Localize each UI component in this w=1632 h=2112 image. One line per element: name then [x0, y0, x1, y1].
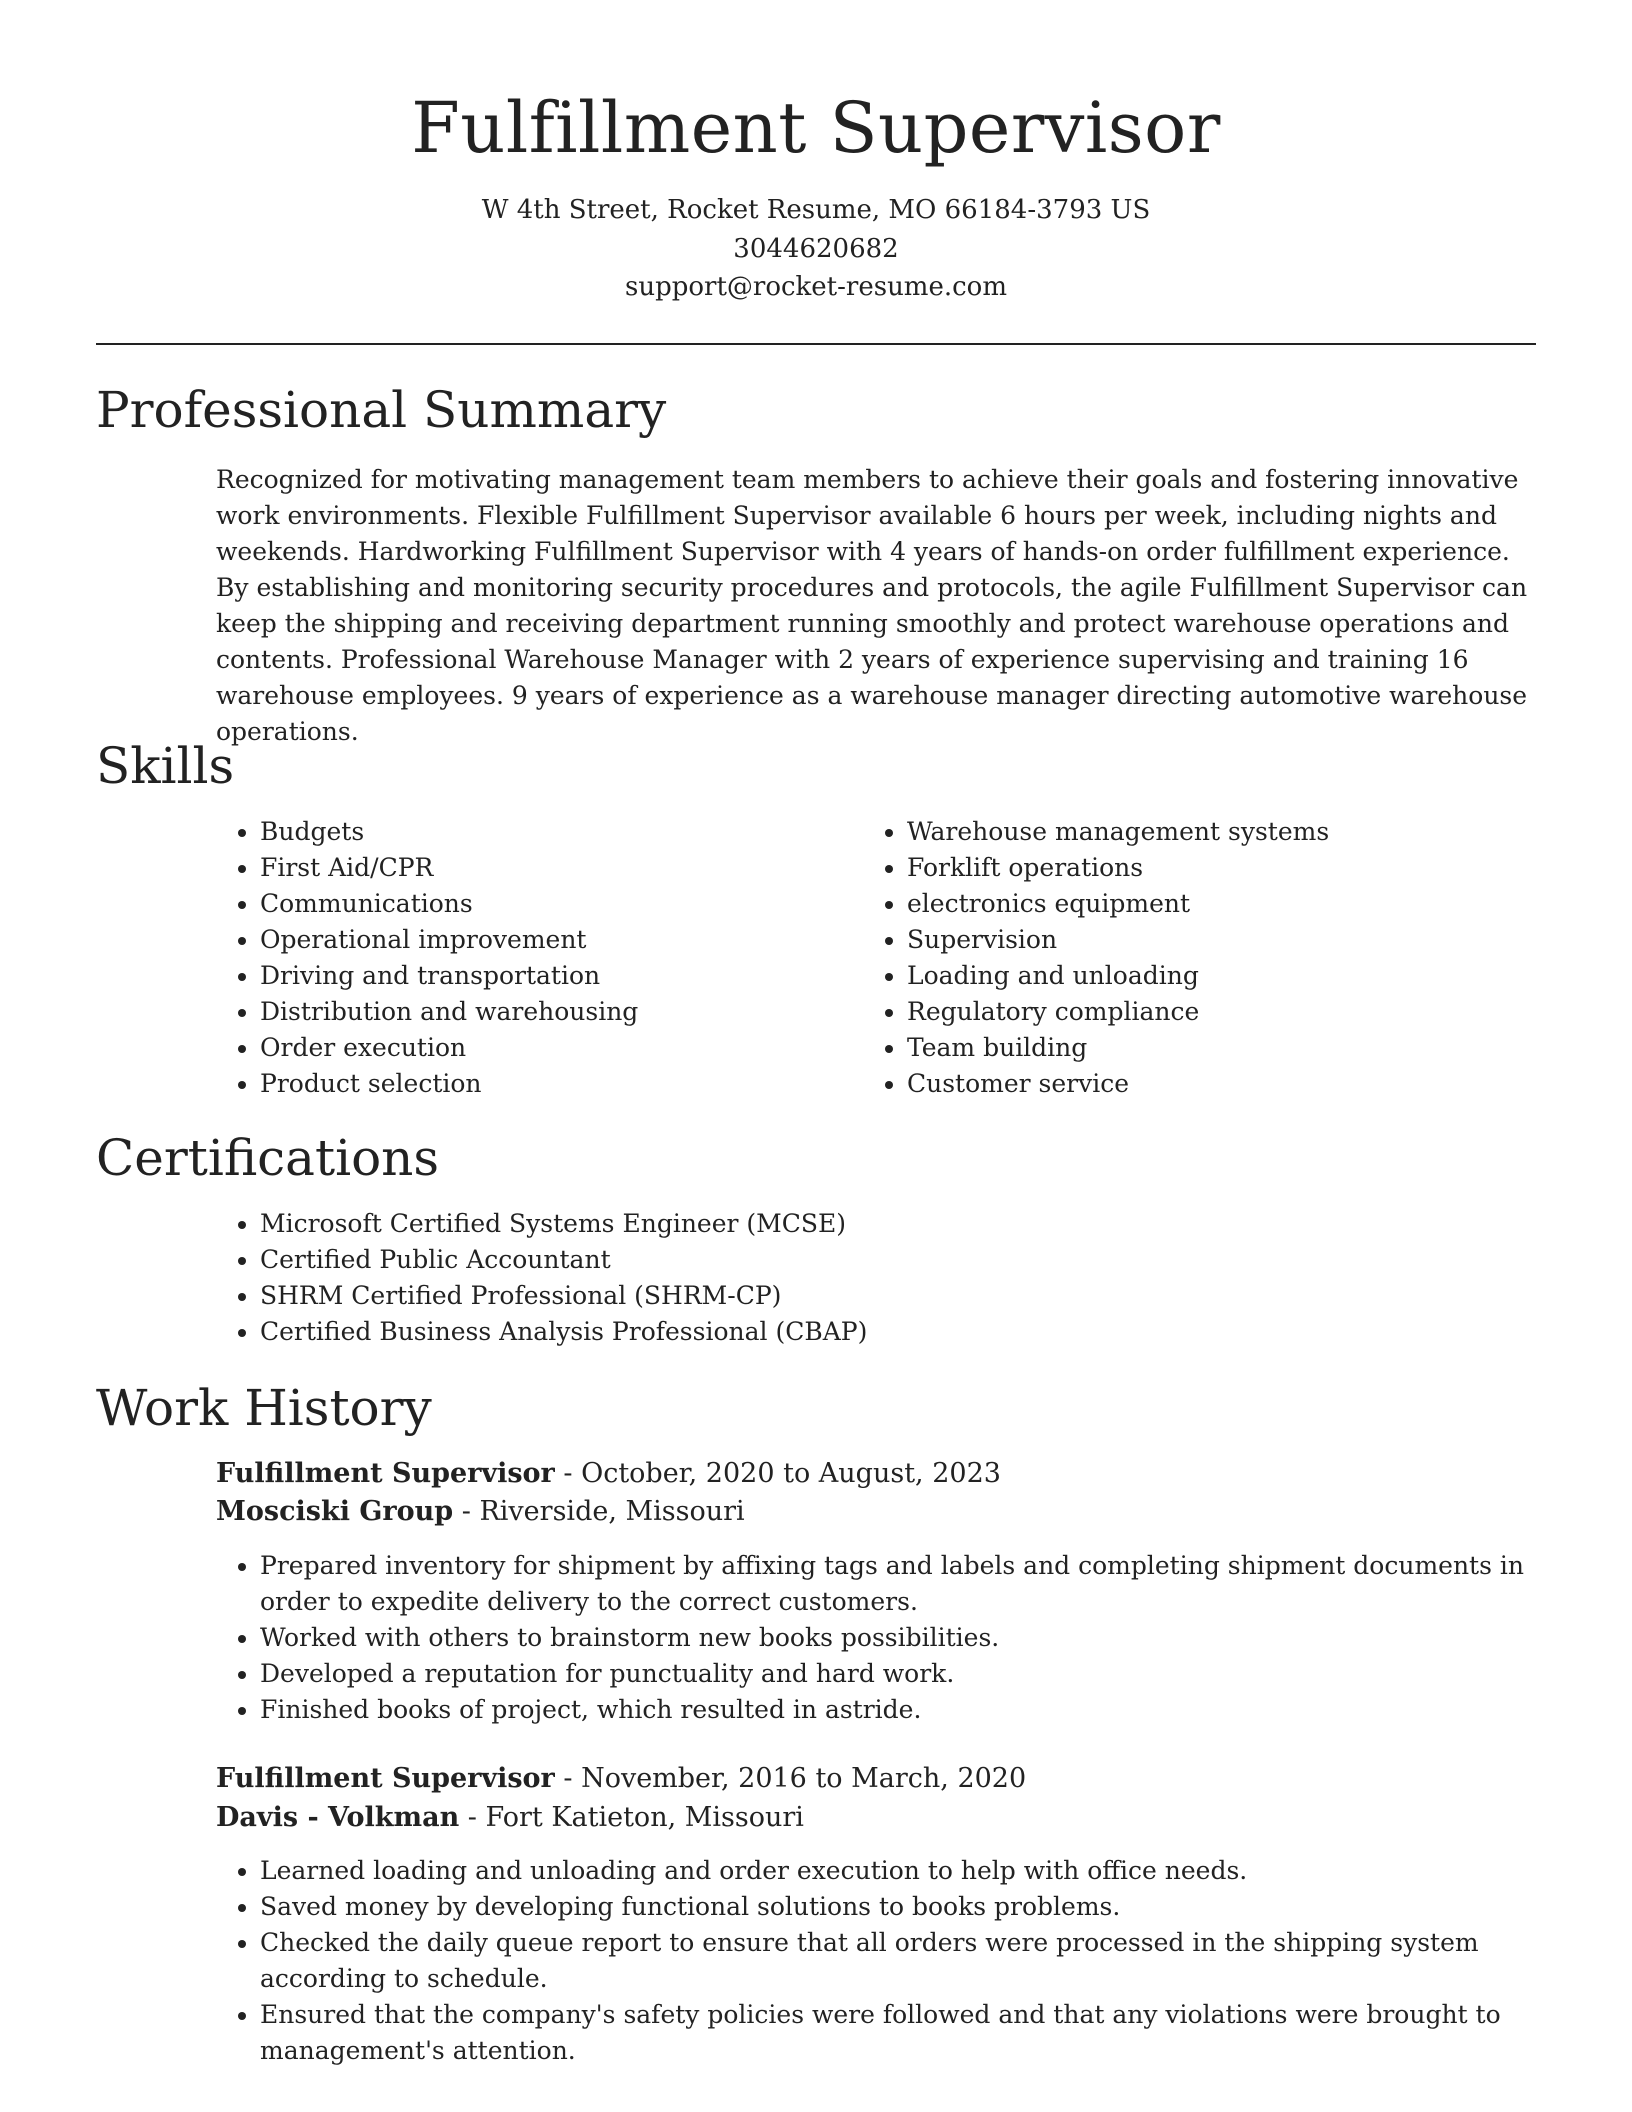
job-company: Davis - Volkman [216, 1802, 460, 1833]
contact-email: support@rocket-resume.com [624, 272, 1007, 302]
job-company-line [216, 1493, 745, 1531]
job-bullet: • Developed a reputation for punctuality and hard work. [260, 1656, 1580, 1692]
skill-item: • Distribution and warehousing [260, 994, 860, 1030]
certification-item: • Microsoft Certified Systems Engineer (MCSE) [260, 1206, 1580, 1242]
certifications-list [216, 1206, 1580, 1350]
skill-item: • Supervision [907, 922, 1577, 958]
certification-item: • SHRM Certified Professional (SHRM-CP) [260, 1278, 1580, 1314]
skill-item: • Forklift operations [907, 850, 1577, 886]
job-company-line [216, 1799, 804, 1837]
skills-list-right [863, 814, 1577, 1102]
job-bullet: • Saved money by developing functional solutions to books problems. [260, 1889, 1580, 1925]
skills-heading: Skills [96, 737, 235, 795]
job-bullet: • Prepared inventory for shipment by affixing tags and labels and completing shipment documents in order to expedite delivery to the correct customers. [260, 1548, 1580, 1620]
skill-item: • electronics equipment [907, 886, 1577, 922]
separator: - [554, 1458, 582, 1489]
skill-item: • Loading and unloading [907, 958, 1577, 994]
skill-item: • Order execution [260, 1030, 860, 1066]
separator: - [453, 1496, 480, 1527]
job-bullet: • Worked with others to brainstorm new books possibilities. [260, 1620, 1580, 1656]
job-dates: November, 2016 to March, 2020 [581, 1763, 1027, 1794]
certifications-heading: Certifications [96, 1129, 440, 1187]
job-title: Fulfillment Supervisor [216, 1458, 555, 1489]
skill-item: • Product selection [260, 1066, 860, 1102]
skills-list-left [216, 814, 860, 1102]
job-company: Mosciski Group [216, 1496, 454, 1527]
skill-item: • Regulatory compliance [907, 994, 1577, 1030]
job-dates: October, 2020 to August, 2023 [581, 1458, 1001, 1489]
job-bullet: • Finished books of project, which resulted in astride. [260, 1692, 1580, 1728]
separator: - [459, 1802, 486, 1833]
skill-item: • Warehouse management systems [907, 814, 1577, 850]
job-title: Fulfillment Supervisor [216, 1763, 555, 1794]
job-bullet: • Ensured that the company's safety policies were followed and that any violations were brought to management's attention. [260, 1997, 1580, 2069]
contact-phone: 3044620682 [733, 234, 899, 264]
job-bullets [216, 1548, 1580, 1728]
certification-item: • Certified Business Analysis Professional (CBAP) [260, 1314, 1580, 1350]
resume-title: Fulfillment Supervisor [411, 87, 1221, 169]
job-bullets [216, 1853, 1580, 2069]
job-location: Riverside, Missouri [479, 1496, 745, 1527]
skill-item: • Budgets [260, 814, 860, 850]
skill-item: • Customer service [907, 1066, 1577, 1102]
contact-address: W 4th Street, Rocket Resume, MO 66184-3793 US [481, 195, 1151, 225]
header-divider [96, 343, 1536, 345]
summary-heading: Professional Summary [96, 381, 667, 439]
job-title-line [216, 1760, 1026, 1798]
work-history-heading: Work History [96, 1379, 432, 1437]
job-bullet: • Learned loading and unloading and order execution to help with office needs. [260, 1853, 1580, 1889]
job-title-line [216, 1455, 1001, 1493]
skill-item: • Communications [260, 886, 860, 922]
skill-item: • Driving and transportation [260, 958, 860, 994]
job-location: Fort Katieton, Missouri [485, 1802, 804, 1833]
job-bullet: • Checked the daily queue report to ensure that all orders were processed in the shipping system according to schedule. [260, 1925, 1580, 1997]
certification-item: • Certified Public Accountant [260, 1242, 1580, 1278]
skill-item: • Operational improvement [260, 922, 860, 958]
separator: - [554, 1763, 582, 1794]
summary-text: Recognized for motivating management team members to achieve their goals and fostering innovative work environments. Flexible Fulfillment Supervisor available 6 hours per week, including nights and weekends. Hardworking Fulfillment Supervisor with 4 years of hands-on order fulfillment experience. By establishing and monitoring security procedures and protocols, the agile Fulfillment Supervisor can keep the shipping and receiving department running smoothly and protect warehouse operations and contents. Professional Warehouse Manager with 2 years of experience supervising and training 16 warehouse employees. 9 years of experience as a warehouse manager directing automotive warehouse operations. [216, 465, 1528, 746]
skill-item: • First Aid/CPR [260, 850, 860, 886]
skill-item: • Team building [907, 1030, 1577, 1066]
